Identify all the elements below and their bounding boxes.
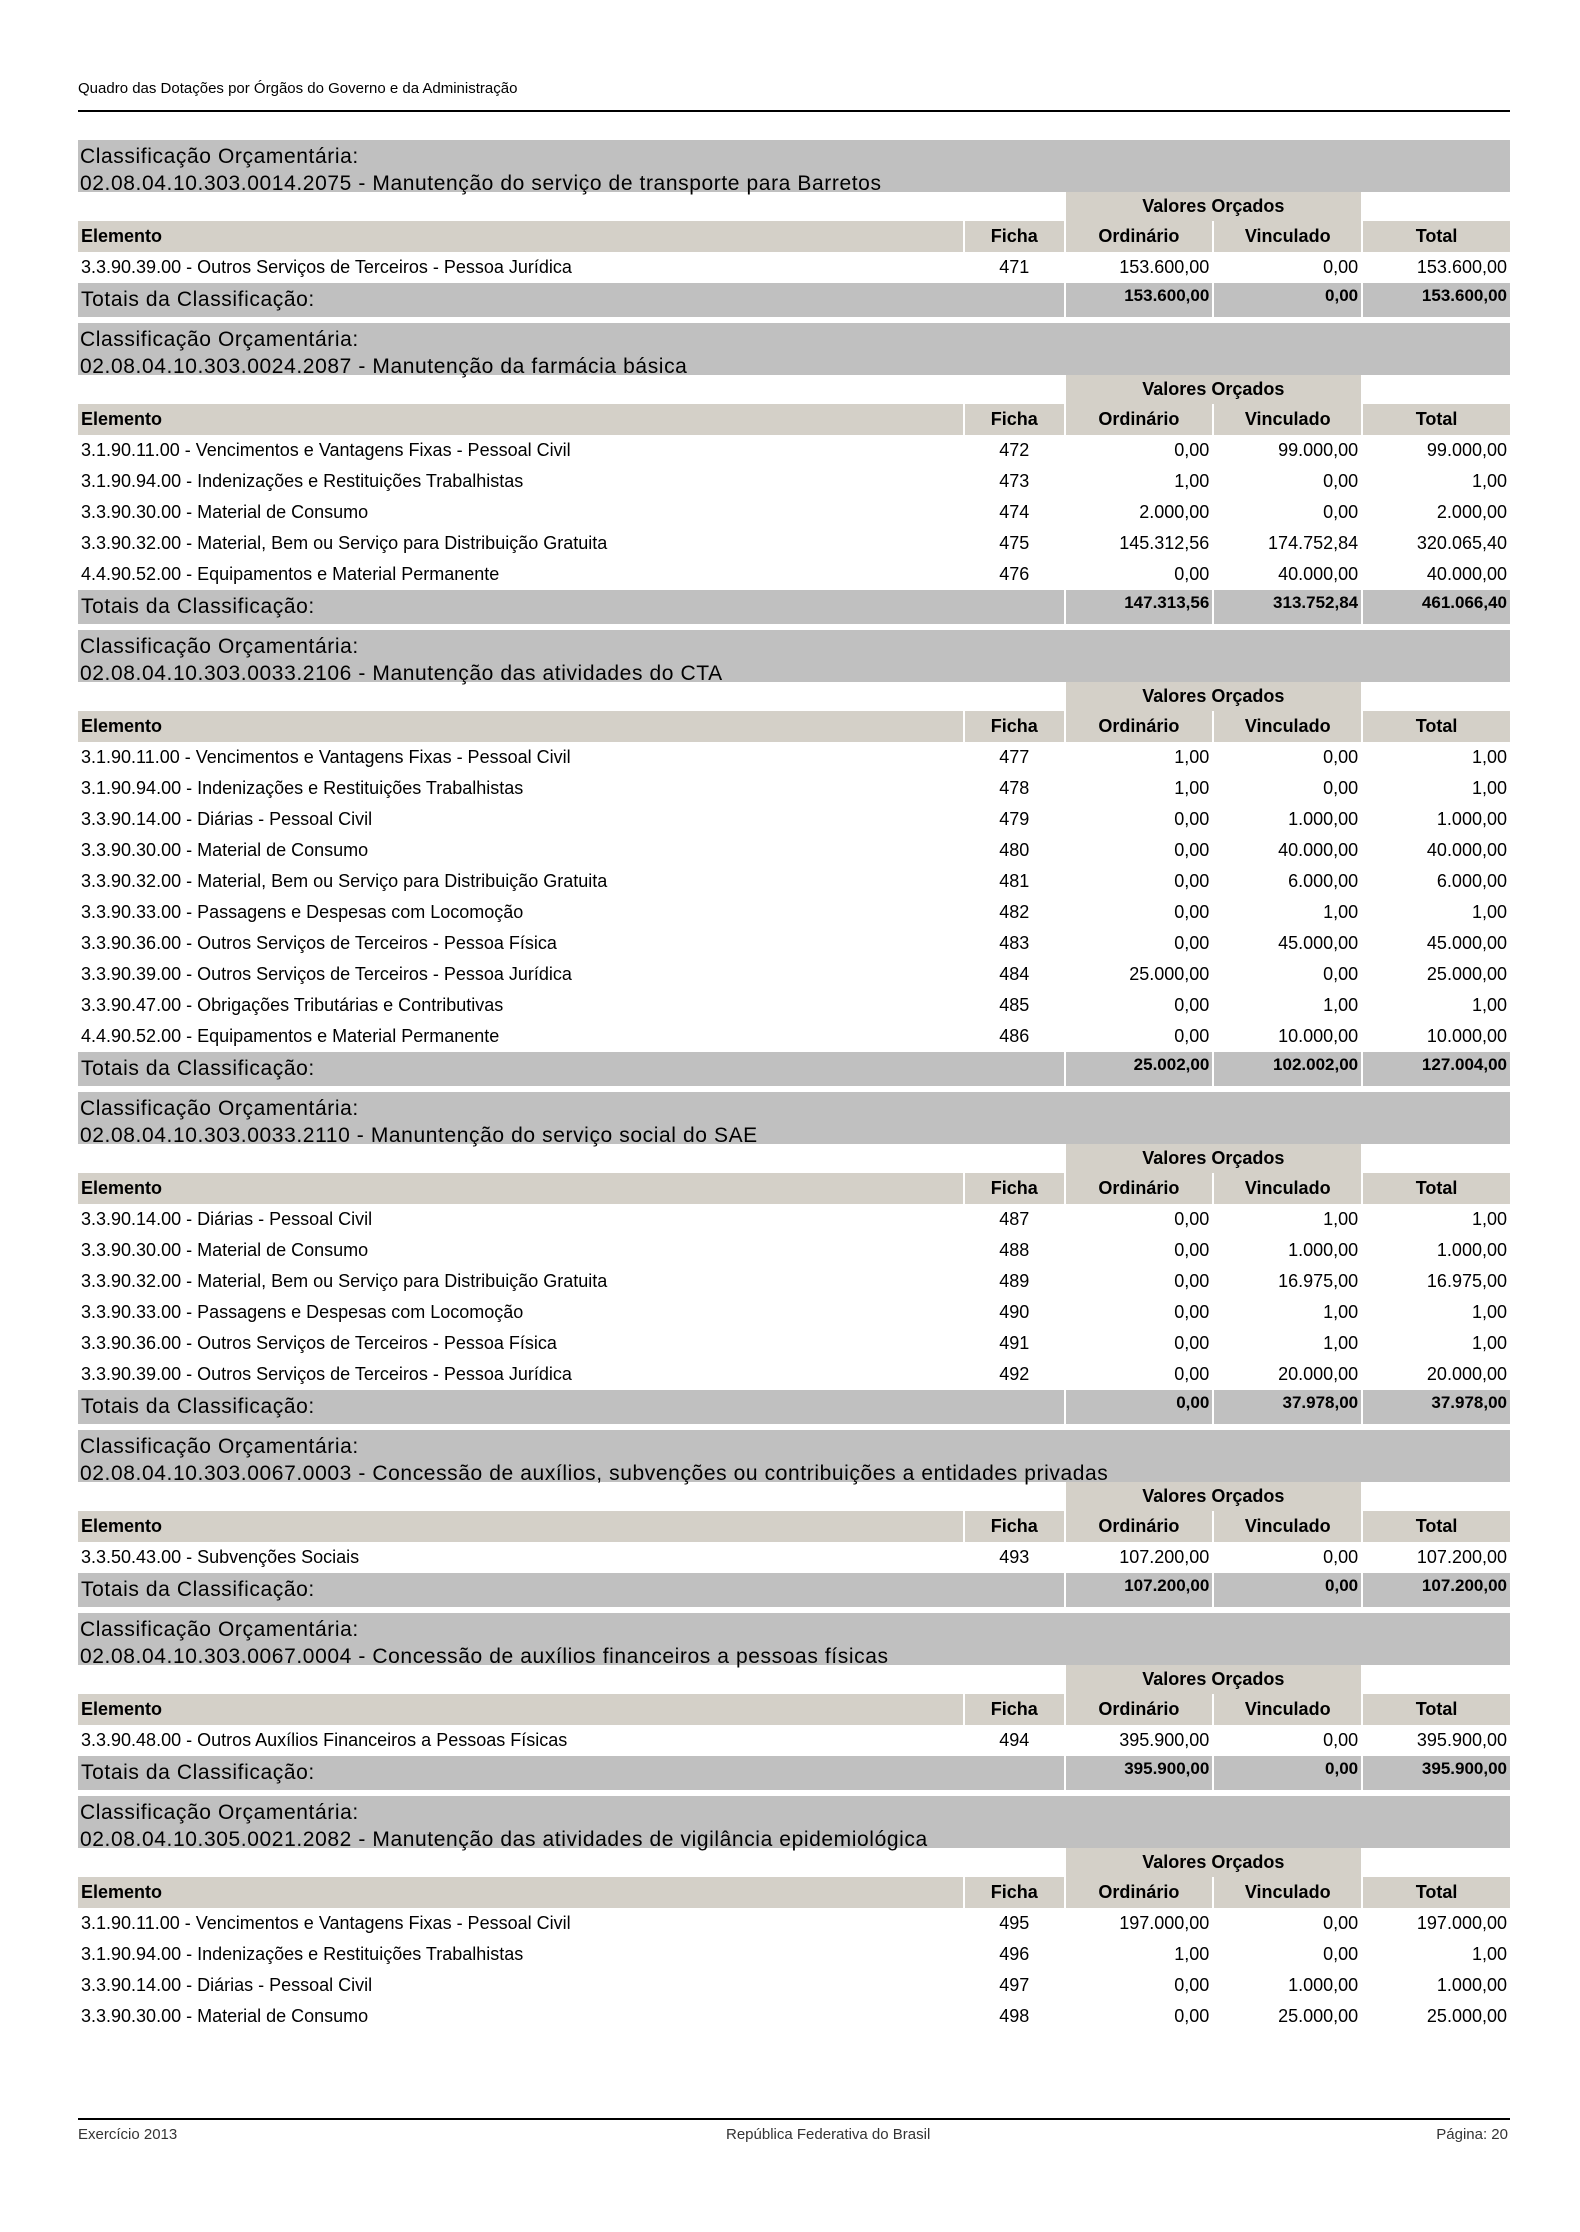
cell-ordinario: 1,00 (1174, 747, 1210, 767)
cell-total: 99.000,00 (1426, 440, 1507, 460)
table-row (78, 1297, 1510, 1328)
cell-ficha: 487 (999, 1209, 1030, 1229)
totals-label: Totais da Classificação: (78, 1573, 1064, 1607)
col-ordinario: Ordinário (1066, 221, 1213, 252)
cell-ficha: 478 (999, 778, 1030, 798)
budget-table (76, 1848, 1512, 2032)
classification-label: Classificação Orçamentária: (80, 635, 359, 658)
cell-vinculado: 0,00 (1323, 1913, 1359, 1933)
cell-total: 1,00 (1471, 1302, 1507, 1322)
cell-ficha: 472 (999, 440, 1030, 460)
col-total: Total (1363, 1877, 1510, 1908)
cell-ordinario: 25.000,00 (1129, 964, 1210, 984)
cell-ficha: 486 (999, 1026, 1030, 1046)
cell-ficha: 483 (999, 933, 1030, 953)
table-row (78, 835, 1510, 866)
col-total: Total (1363, 1694, 1510, 1725)
classification-label: Classificação Orçamentária: (80, 1097, 359, 1120)
column-headers (78, 1173, 1510, 1204)
col-elemento: Elemento (78, 221, 963, 252)
cell-total: 1.000,00 (1436, 1240, 1507, 1260)
cell-vinculado: 174.752,84 (1268, 533, 1359, 553)
cell-vinculado: 0,00 (1323, 257, 1359, 277)
cell-ordinario: 0,00 (1174, 840, 1210, 860)
cell-total: 16.975,00 (1426, 1271, 1507, 1291)
total-vinculado: 313.752,84 (1214, 590, 1361, 624)
sections-container (78, 140, 1510, 2038)
classification-header (78, 1092, 1510, 1147)
cell-total: 1.000,00 (1436, 809, 1507, 829)
cell-ordinario: 0,00 (1174, 2006, 1210, 2026)
cell-ordinario: 0,00 (1174, 1209, 1210, 1229)
table-row (78, 866, 1510, 897)
cell-elemento: 3.3.90.39.00 - Outros Serviços de Terceiros - Pessoa Jurídica (81, 257, 572, 277)
cell-total: 197.000,00 (1416, 1913, 1507, 1933)
col-elemento: Elemento (78, 711, 963, 742)
valores-orcados-header: Valores Orçados (1066, 1482, 1362, 1511)
col-total: Total (1363, 1173, 1510, 1204)
cell-ordinario: 145.312,56 (1119, 533, 1210, 553)
total-ordinario: 0,00 (1066, 1390, 1213, 1424)
cell-ficha: 497 (999, 1975, 1030, 1995)
table-row (78, 1725, 1510, 1756)
cell-ordinario: 197.000,00 (1119, 1913, 1210, 1933)
cell-elemento: 3.1.90.11.00 - Vencimentos e Vantagens Fixas - Pessoal Civil (81, 1913, 571, 1933)
total-total: 153.600,00 (1363, 283, 1510, 317)
cell-elemento: 3.1.90.94.00 - Indenizações e Restituições Trabalhistas (81, 1944, 524, 1964)
cell-ordinario: 1,00 (1174, 1944, 1210, 1964)
cell-elemento: 3.3.90.36.00 - Outros Serviços de Terceiros - Pessoa Física (81, 933, 557, 953)
col-elemento: Elemento (78, 1173, 963, 1204)
valores-orcados-header: Valores Orçados (1066, 192, 1362, 221)
cell-vinculado: 40.000,00 (1278, 564, 1359, 584)
cell-total: 6.000,00 (1436, 871, 1507, 891)
cell-total: 320.065,40 (1416, 533, 1507, 553)
cell-elemento: 3.3.90.32.00 - Material, Bem ou Serviço para Distribuição Gratuita (81, 1271, 608, 1291)
total-ordinario: 147.313,56 (1066, 590, 1213, 624)
cell-ficha: 479 (999, 809, 1030, 829)
cell-ficha: 495 (999, 1913, 1030, 1933)
cell-total: 1,00 (1471, 1944, 1507, 1964)
valores-orcados-header: Valores Orçados (1066, 1848, 1362, 1877)
classification-header (78, 630, 1510, 685)
budget-table (76, 1665, 1512, 1790)
col-ordinario: Ordinário (1066, 711, 1213, 742)
classification-label: Classificação Orçamentária: (80, 1801, 359, 1824)
table-row (78, 742, 1510, 773)
table-row (78, 528, 1510, 559)
budget-table (76, 192, 1512, 317)
cell-elemento: 3.3.90.33.00 - Passagens e Despesas com Locomoção (81, 1302, 524, 1322)
cell-ficha: 484 (999, 964, 1030, 984)
column-headers (78, 404, 1510, 435)
table-row (78, 1021, 1510, 1052)
col-total: Total (1363, 1511, 1510, 1542)
table-row (78, 928, 1510, 959)
classification-label: Classificação Orçamentária: (80, 328, 359, 351)
classification-section (78, 1092, 1510, 1424)
table-row (78, 1204, 1510, 1235)
cell-total: 1,00 (1471, 1209, 1507, 1229)
totals-row (78, 1756, 1510, 1790)
cell-total: 1,00 (1471, 1333, 1507, 1353)
cell-vinculado: 0,00 (1323, 964, 1359, 984)
cell-elemento: 3.3.90.30.00 - Material de Consumo (81, 840, 369, 860)
col-elemento: Elemento (78, 404, 963, 435)
valores-orcados-header: Valores Orçados (1066, 1665, 1362, 1694)
cell-ficha: 473 (999, 471, 1030, 491)
totals-label: Totais da Classificação: (78, 1052, 1064, 1086)
cell-ordinario: 0,00 (1174, 902, 1210, 922)
cell-elemento: 3.3.90.39.00 - Outros Serviços de Terceiros - Pessoa Jurídica (81, 1364, 572, 1384)
total-total: 395.900,00 (1363, 1756, 1510, 1790)
totals-row (78, 1390, 1510, 1424)
col-total: Total (1363, 221, 1510, 252)
cell-total: 1,00 (1471, 995, 1507, 1015)
valores-orcados-header: Valores Orçados (1066, 682, 1362, 711)
col-vinculado: Vinculado (1214, 221, 1361, 252)
valores-orcados-header: Valores Orçados (1066, 1144, 1362, 1173)
classification-title: 02.08.04.10.305.0021.2082 - Manutenção das atividades de vigilância epidemiológica (80, 1828, 928, 1851)
col-ficha: Ficha (965, 1173, 1064, 1204)
cell-elemento: 3.3.90.30.00 - Material de Consumo (81, 502, 369, 522)
col-ordinario: Ordinário (1066, 404, 1213, 435)
cell-total: 395.900,00 (1416, 1730, 1507, 1750)
cell-total: 1,00 (1471, 778, 1507, 798)
cell-vinculado: 16.975,00 (1278, 1271, 1359, 1291)
classification-label: Classificação Orçamentária: (80, 1435, 359, 1458)
table-row (78, 466, 1510, 497)
col-ficha: Ficha (965, 1877, 1064, 1908)
table-row (78, 559, 1510, 590)
cell-total: 20.000,00 (1426, 1364, 1507, 1384)
classification-title: 02.08.04.10.303.0033.2110 - Manuntenção do serviço social do SAE (80, 1124, 758, 1147)
cell-ficha: 489 (999, 1271, 1030, 1291)
total-ordinario: 25.002,00 (1066, 1052, 1213, 1086)
cell-vinculado: 1.000,00 (1288, 809, 1359, 829)
cell-vinculado: 1,00 (1323, 902, 1359, 922)
cell-ordinario: 0,00 (1174, 440, 1210, 460)
classification-header (78, 323, 1510, 378)
col-vinculado: Vinculado (1214, 1877, 1361, 1908)
classification-section (78, 1613, 1510, 1790)
page-header: Quadro das Dotações por Órgãos do Governo e da Administração (78, 80, 518, 97)
total-total: 461.066,40 (1363, 590, 1510, 624)
table-row (78, 1908, 1510, 1939)
cell-elemento: 4.4.90.52.00 - Equipamentos e Material Permanente (81, 1026, 500, 1046)
cell-total: 107.200,00 (1416, 1547, 1507, 1567)
budget-table (76, 682, 1512, 1086)
cell-vinculado: 20.000,00 (1278, 1364, 1359, 1384)
cell-ficha: 498 (999, 2006, 1030, 2026)
cell-ordinario: 1,00 (1174, 778, 1210, 798)
cell-vinculado: 10.000,00 (1278, 1026, 1359, 1046)
classification-label: Classificação Orçamentária: (80, 145, 359, 168)
total-total: 37.978,00 (1363, 1390, 1510, 1424)
cell-total: 10.000,00 (1426, 1026, 1507, 1046)
total-ordinario: 395.900,00 (1066, 1756, 1213, 1790)
col-vinculado: Vinculado (1214, 404, 1361, 435)
cell-ficha: 471 (999, 257, 1030, 277)
total-ordinario: 153.600,00 (1066, 283, 1213, 317)
col-elemento: Elemento (78, 1877, 963, 1908)
classification-title: 02.08.04.10.303.0014.2075 - Manutenção do serviço de transporte para Barretos (80, 172, 882, 195)
column-headers (78, 221, 1510, 252)
cell-ordinario: 153.600,00 (1119, 257, 1210, 277)
total-total: 127.004,00 (1363, 1052, 1510, 1086)
header-rule (78, 110, 1510, 112)
cell-ordinario: 0,00 (1174, 809, 1210, 829)
cell-total: 25.000,00 (1426, 964, 1507, 984)
cell-ficha: 476 (999, 564, 1030, 584)
table-row (78, 1235, 1510, 1266)
valores-orcados-header: Valores Orçados (1066, 375, 1362, 404)
total-vinculado: 102.002,00 (1214, 1052, 1361, 1086)
totals-label: Totais da Classificação: (78, 1390, 1064, 1424)
cell-ordinario: 0,00 (1174, 1302, 1210, 1322)
cell-elemento: 3.3.90.14.00 - Diárias - Pessoal Civil (81, 1209, 373, 1229)
cell-vinculado: 1.000,00 (1288, 1240, 1359, 1260)
totals-label: Totais da Classificação: (78, 1756, 1064, 1790)
cell-ficha: 491 (999, 1333, 1030, 1353)
table-row (78, 1542, 1510, 1573)
col-ficha: Ficha (965, 1694, 1064, 1725)
cell-total: 1,00 (1471, 747, 1507, 767)
cell-vinculado: 0,00 (1323, 747, 1359, 767)
cell-total: 25.000,00 (1426, 2006, 1507, 2026)
col-elemento: Elemento (78, 1511, 963, 1542)
classification-section (78, 630, 1510, 1086)
cell-ficha: 474 (999, 502, 1030, 522)
cell-ficha: 492 (999, 1364, 1030, 1384)
cell-ficha: 477 (999, 747, 1030, 767)
totals-label: Totais da Classificação: (78, 283, 1064, 317)
col-total: Total (1363, 711, 1510, 742)
totals-label: Totais da Classificação: (78, 590, 1064, 624)
cell-ordinario: 0,00 (1174, 1364, 1210, 1384)
total-total: 107.200,00 (1363, 1573, 1510, 1607)
footer-rule (78, 2118, 1510, 2120)
classification-title: 02.08.04.10.303.0067.0003 - Concessão de auxílios, subvenções ou contribuições a entidades privadas (80, 1462, 1109, 1485)
table-row (78, 2001, 1510, 2032)
table-row (78, 990, 1510, 1021)
cell-ordinario: 0,00 (1174, 933, 1210, 953)
table-row (78, 1266, 1510, 1297)
col-vinculado: Vinculado (1214, 1511, 1361, 1542)
cell-ordinario: 0,00 (1174, 1026, 1210, 1046)
classification-section (78, 1796, 1510, 2032)
cell-vinculado: 1.000,00 (1288, 1975, 1359, 1995)
column-headers (78, 711, 1510, 742)
cell-elemento: 3.3.90.32.00 - Material, Bem ou Serviço para Distribuição Gratuita (81, 533, 608, 553)
cell-total: 45.000,00 (1426, 933, 1507, 953)
table-row (78, 252, 1510, 283)
budget-table (76, 375, 1512, 624)
cell-ordinario: 395.900,00 (1119, 1730, 1210, 1750)
cell-vinculado: 0,00 (1323, 502, 1359, 522)
cell-elemento: 3.1.90.94.00 - Indenizações e Restituições Trabalhistas (81, 778, 524, 798)
total-vinculado: 37.978,00 (1214, 1390, 1361, 1424)
cell-ficha: 493 (999, 1547, 1030, 1567)
table-row (78, 1970, 1510, 2001)
cell-elemento: 4.4.90.52.00 - Equipamentos e Material Permanente (81, 564, 500, 584)
table-row (78, 804, 1510, 835)
cell-vinculado: 45.000,00 (1278, 933, 1359, 953)
totals-row (78, 590, 1510, 624)
footer-page-number: Página: 20 (1436, 2126, 1508, 2143)
cell-elemento: 3.3.90.14.00 - Diárias - Pessoal Civil (81, 1975, 373, 1995)
table-row (78, 897, 1510, 928)
table-row (78, 773, 1510, 804)
classification-section (78, 1430, 1510, 1607)
totals-row (78, 1573, 1510, 1607)
cell-vinculado: 1,00 (1323, 1333, 1359, 1353)
total-vinculado: 0,00 (1214, 283, 1361, 317)
cell-ficha: 496 (999, 1944, 1030, 1964)
cell-vinculado: 0,00 (1323, 1944, 1359, 1964)
cell-total: 1.000,00 (1436, 1975, 1507, 1995)
cell-elemento: 3.1.90.11.00 - Vencimentos e Vantagens Fixas - Pessoal Civil (81, 747, 571, 767)
cell-vinculado: 99.000,00 (1278, 440, 1359, 460)
cell-vinculado: 6.000,00 (1288, 871, 1359, 891)
cell-elemento: 3.3.90.30.00 - Material de Consumo (81, 1240, 369, 1260)
total-ordinario: 107.200,00 (1066, 1573, 1213, 1607)
cell-total: 1,00 (1471, 902, 1507, 922)
cell-elemento: 3.3.90.33.00 - Passagens e Despesas com Locomoção (81, 902, 524, 922)
table-row (78, 497, 1510, 528)
col-vinculado: Vinculado (1214, 711, 1361, 742)
classification-header (78, 1430, 1510, 1485)
cell-vinculado: 1,00 (1323, 1209, 1359, 1229)
table-row (78, 1359, 1510, 1390)
col-ordinario: Ordinário (1066, 1511, 1213, 1542)
cell-vinculado: 40.000,00 (1278, 840, 1359, 860)
column-headers (78, 1694, 1510, 1725)
col-total: Total (1363, 404, 1510, 435)
classification-section (78, 323, 1510, 624)
cell-total: 153.600,00 (1416, 257, 1507, 277)
cell-vinculado: 1,00 (1323, 995, 1359, 1015)
col-elemento: Elemento (78, 1694, 963, 1725)
classification-section (78, 140, 1510, 317)
col-ordinario: Ordinário (1066, 1694, 1213, 1725)
cell-vinculado: 0,00 (1323, 1547, 1359, 1567)
table-row (78, 1939, 1510, 1970)
cell-ordinario: 0,00 (1174, 995, 1210, 1015)
cell-elemento: 3.3.90.48.00 - Outros Auxílios Financeiros a Pessoas Físicas (81, 1730, 568, 1750)
cell-total: 1,00 (1471, 471, 1507, 491)
classification-header (78, 140, 1510, 195)
cell-elemento: 3.3.90.32.00 - Material, Bem ou Serviço para Distribuição Gratuita (81, 871, 608, 891)
col-ordinario: Ordinário (1066, 1173, 1213, 1204)
cell-ordinario: 0,00 (1174, 1240, 1210, 1260)
cell-vinculado: 0,00 (1323, 778, 1359, 798)
total-vinculado: 0,00 (1214, 1573, 1361, 1607)
col-vinculado: Vinculado (1214, 1694, 1361, 1725)
cell-ordinario: 0,00 (1174, 1975, 1210, 1995)
classification-header (78, 1796, 1510, 1851)
classification-title: 02.08.04.10.303.0024.2087 - Manutenção da farmácia básica (80, 355, 688, 378)
classification-label: Classificação Orçamentária: (80, 1618, 359, 1641)
col-ficha: Ficha (965, 221, 1064, 252)
col-ficha: Ficha (965, 711, 1064, 742)
cell-total: 40.000,00 (1426, 840, 1507, 860)
footer-exercise: Exercício 2013 (78, 2126, 178, 2143)
cell-elemento: 3.1.90.11.00 - Vencimentos e Vantagens Fixas - Pessoal Civil (81, 440, 571, 460)
cell-vinculado: 0,00 (1323, 471, 1359, 491)
col-ficha: Ficha (965, 404, 1064, 435)
cell-ordinario: 0,00 (1174, 871, 1210, 891)
classification-title: 02.08.04.10.303.0067.0004 - Concessão de auxílios financeiros a pessoas físicas (80, 1645, 889, 1668)
cell-ordinario: 107.200,00 (1119, 1547, 1210, 1567)
total-vinculado: 0,00 (1214, 1756, 1361, 1790)
cell-total: 40.000,00 (1426, 564, 1507, 584)
cell-ficha: 482 (999, 902, 1030, 922)
cell-ordinario: 0,00 (1174, 564, 1210, 584)
cell-ficha: 480 (999, 840, 1030, 860)
cell-elemento: 3.3.90.39.00 - Outros Serviços de Terceiros - Pessoa Jurídica (81, 964, 572, 984)
col-vinculado: Vinculado (1214, 1173, 1361, 1204)
column-headers (78, 1511, 1510, 1542)
cell-ordinario: 2.000,00 (1139, 502, 1210, 522)
cell-ficha: 485 (999, 995, 1030, 1015)
cell-ficha: 475 (999, 533, 1030, 553)
cell-ficha: 494 (999, 1730, 1030, 1750)
budget-table (76, 1482, 1512, 1607)
col-ordinario: Ordinário (1066, 1877, 1213, 1908)
cell-ordinario: 0,00 (1174, 1271, 1210, 1291)
classification-title: 02.08.04.10.303.0033.2106 - Manutenção das atividades do CTA (80, 662, 723, 685)
column-headers (78, 1877, 1510, 1908)
cell-ficha: 481 (999, 871, 1030, 891)
cell-elemento: 3.3.50.43.00 - Subvenções Sociais (81, 1547, 360, 1567)
classification-header (78, 1613, 1510, 1668)
budget-table (76, 1144, 1512, 1424)
cell-ficha: 488 (999, 1240, 1030, 1260)
cell-elemento: 3.3.90.14.00 - Diárias - Pessoal Civil (81, 809, 373, 829)
cell-elemento: 3.3.90.36.00 - Outros Serviços de Terceiros - Pessoa Física (81, 1333, 557, 1353)
totals-row (78, 1052, 1510, 1086)
cell-ficha: 490 (999, 1302, 1030, 1322)
footer-country: República Federativa do Brasil (726, 2126, 931, 2143)
cell-elemento: 3.3.90.47.00 - Obrigações Tributárias e Contributivas (81, 995, 504, 1015)
cell-vinculado: 1,00 (1323, 1302, 1359, 1322)
cell-elemento: 3.3.90.30.00 - Material de Consumo (81, 2006, 369, 2026)
table-row (78, 959, 1510, 990)
cell-ordinario: 1,00 (1174, 471, 1210, 491)
table-row (78, 435, 1510, 466)
cell-ordinario: 0,00 (1174, 1333, 1210, 1353)
cell-vinculado: 0,00 (1323, 1730, 1359, 1750)
totals-row (78, 283, 1510, 317)
col-ficha: Ficha (965, 1511, 1064, 1542)
cell-elemento: 3.1.90.94.00 - Indenizações e Restituições Trabalhistas (81, 471, 524, 491)
cell-total: 2.000,00 (1436, 502, 1507, 522)
table-row (78, 1328, 1510, 1359)
cell-vinculado: 25.000,00 (1278, 2006, 1359, 2026)
